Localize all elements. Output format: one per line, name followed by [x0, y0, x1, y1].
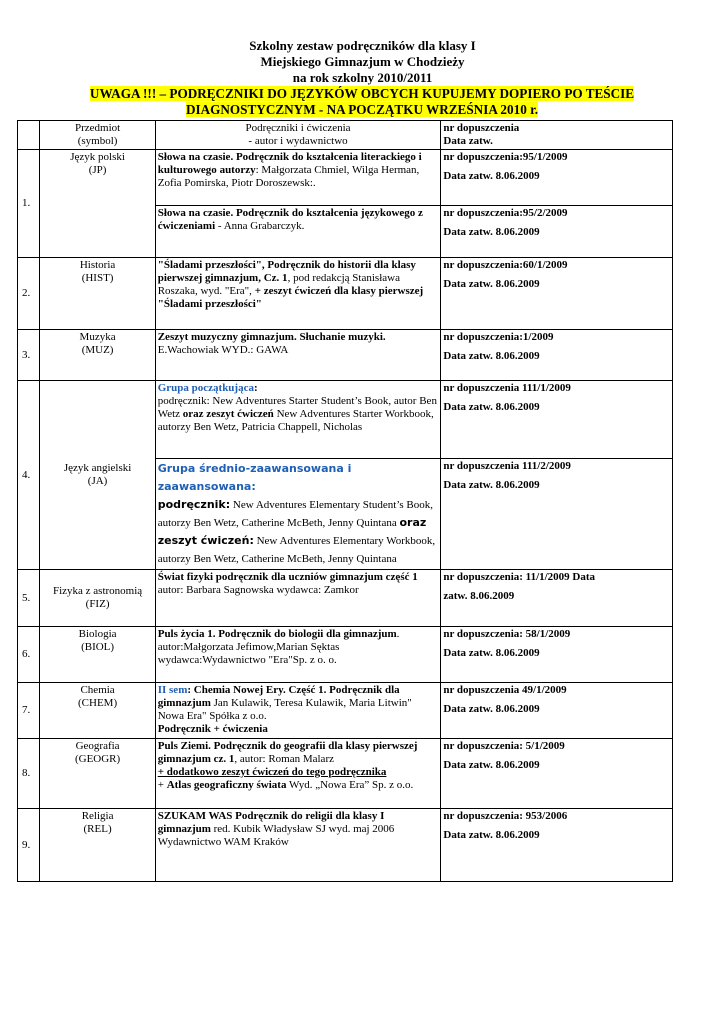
semester-label: II sem: [157, 684, 188, 696]
approval-cell: [441, 258, 673, 330]
subject-name: Religia: [81, 810, 114, 822]
approval-number: nr dopuszczenia: 953/2006: [443, 810, 568, 822]
row-number: 6.: [18, 627, 40, 683]
header-subject-label: Przedmiot: [74, 122, 121, 134]
approval-date: Data zatw. 8.06.2009: [443, 479, 540, 491]
atlas-title: Atlas geograficzny świata: [166, 779, 287, 791]
textbook-table: [17, 120, 673, 882]
subject-cell: [40, 739, 155, 809]
row-number: 8.: [18, 739, 40, 809]
book-extra-plus: +: [157, 779, 167, 791]
subject-name: Biologia: [78, 628, 117, 640]
book-title: SZUKAM WAS Podręcznik do religii dla klasy I gimnazjum: [157, 810, 385, 835]
header-symbol-label: (symbol): [77, 135, 118, 147]
subject-symbol: (HIST): [81, 272, 114, 284]
approval-number: nr dopuszczenia:60/1/2009: [443, 259, 568, 271]
approval-number: nr dopuszczenia 111/2/2009: [443, 460, 571, 472]
subject-symbol: (BIOL): [81, 641, 115, 653]
table-row: [18, 627, 673, 683]
group-label: Grupa średnio-zaawansowana i zaawansowana:: [157, 462, 352, 493]
book-cell: [155, 150, 441, 206]
header-book-label: Podręczniki i ćwiczenia: [245, 122, 351, 134]
row-number: 1.: [18, 150, 40, 258]
atlas-publisher: Wyd. „Nowa Era” Sp. z o.o.: [286, 779, 414, 791]
book-title: : Chemia Nowej Ery. Część 1. Podręcznik dla gimnazjum: [157, 684, 400, 709]
subject-cell: [40, 570, 155, 627]
group-label: Grupa początkująca: [157, 382, 254, 394]
book-authors: red. Kubik Władysław SJ wyd. maj 2006 Wydawnictwo WAM Kraków: [157, 823, 395, 848]
subject-symbol: (CHEM): [78, 697, 118, 709]
approval-cell: [441, 150, 673, 206]
approval-number: nr dopuszczenia:95/1/2009: [443, 151, 568, 163]
subject-symbol: (FIZ): [85, 598, 110, 610]
book-authors: , pod redakcją Stanisława Roszaka, wyd. "Era",: [157, 272, 400, 297]
doc-title-line1: Szkolny zestaw podręczników dla klasy I: [249, 38, 476, 53]
subject-cell: [40, 381, 155, 570]
book-cell: [155, 459, 441, 570]
book-cell: [155, 570, 441, 627]
approval-date: Data zatw. 8.06.2009: [443, 170, 540, 182]
book-cell: Grupa początkująca: podręcznik: New Adventures Starter Student’s Book, autor Ben Wetz oraz zeszyt ćwiczeń New Adventures Starter Workbook, autorzy Ben Wetz, Patricia Chappell, Nicholas: [155, 381, 441, 459]
header-author-label: - autor i wydawnictwo: [248, 135, 348, 147]
book-extra: Podręcznik + ćwiczenia: [157, 723, 268, 735]
approval-cell: [441, 381, 673, 459]
approval-date: Data zatw. 8.06.2009: [443, 401, 540, 413]
row-number: 9.: [18, 809, 40, 882]
subject-symbol: (JP): [88, 164, 107, 176]
book-label: podręcznik:: [157, 498, 231, 511]
subject-name: Muzyka: [79, 331, 116, 343]
book-authors: E.Wachowiak WYD.: GAWA: [157, 344, 289, 356]
book-text: podręcznik: New Adventures Starter Student’s Book, autor Ben Wetz: [157, 395, 437, 420]
header-book-cell: [155, 121, 441, 150]
book-authors: : Małgorzata Chmiel, Wilga Herman, Zofia Pomirska, Piotr Doroszewsk:.: [157, 164, 420, 189]
subject-name: Fizyka z astronomią: [52, 585, 143, 597]
table-row: [18, 381, 673, 459]
header-date-label: Data zatw.: [443, 135, 493, 147]
approval-number: nr dopuszczenia: 11/1/2009 Data: [443, 571, 596, 583]
subject-cell: [40, 809, 155, 882]
book-text: New Adventures Elementary Workbook, autorzy Ben Wetz, Catherine McBeth, Jenny Quintana: [157, 535, 436, 565]
book-authors: . autor:Małgorzata Jefimow,Marian Sęktas wydawca:Wydawnictwo "Era"Sp. z o. o.: [157, 628, 400, 666]
subject-cell: [40, 683, 155, 739]
subject-name: Chemia: [80, 684, 115, 696]
subject-cell: [40, 150, 155, 258]
approval-number: nr dopuszczenia:95/2/2009: [443, 207, 568, 219]
table-header-row: [18, 121, 673, 150]
header-subject-cell: [40, 121, 155, 150]
approval-cell: [441, 206, 673, 258]
book-cell: [155, 206, 441, 258]
book-text: New Adventures Elementary Student’s Book, autorzy Ben Wetz, Catherine McBeth, Jenny Quintana: [157, 499, 434, 529]
approval-date: Data zatw. 8.06.2009: [443, 278, 540, 290]
warning-line1-text: UWAGA !!! – PODRĘCZNIKI DO JĘZYKÓW OBCYCH KUPUJEMY DOPIERO PO TEŚCIE: [89, 86, 635, 101]
table-row: [18, 739, 673, 809]
book-authors: autor: Barbara Sagnowska wydawca: Zamkor: [157, 584, 359, 596]
subject-name: Język angielski: [63, 462, 132, 474]
book-title: "Śladami przeszłości", Podręcznik do historii dla klasy pierwszej gimnazjum, Cz. 1: [157, 259, 416, 284]
warning-line2: [52, 102, 672, 118]
approval-number: nr dopuszczenia:1/2009: [443, 331, 554, 343]
approval-cell: [441, 683, 673, 739]
header-approval-label: nr dopuszczenia: [443, 122, 520, 134]
approval-number: nr dopuszczenia: 58/1/2009: [443, 628, 571, 640]
book-title: Świat fizyki podręcznik dla uczniów gimnazjum część 1: [157, 571, 418, 583]
book-title: Puls życia 1. Podręcznik do biologii dla gimnazjum: [157, 628, 397, 640]
subject-name: Geografia: [75, 740, 120, 752]
approval-date: Data zatw. 8.06.2009: [443, 703, 540, 715]
book-cell: [155, 809, 441, 882]
subject-symbol: (MUZ): [81, 344, 114, 356]
approval-cell: [441, 739, 673, 809]
approval-cell: [441, 809, 673, 882]
row-number: 5.: [18, 570, 40, 627]
subject-symbol: (REL): [83, 823, 112, 835]
book-authors: - Anna Grabarczyk.: [215, 220, 305, 232]
book-extra: oraz zeszyt ćwiczeń:: [157, 516, 427, 547]
doc-title-line2: Miejskiego Gimnazjum w Chodzieży: [260, 54, 465, 69]
row-number: 3.: [18, 330, 40, 381]
table-row: [18, 570, 673, 627]
table-row: [18, 809, 673, 882]
subject-symbol: (JA): [87, 475, 108, 487]
approval-number: nr dopuszczenia 111/1/2009: [443, 382, 571, 394]
book-cell: [155, 683, 441, 739]
book-title: Słowa na czasie. Podręcznik do kształcenia językowego z ćwiczeniami: [157, 207, 423, 232]
table-row: [18, 258, 673, 330]
approval-cell: [441, 627, 673, 683]
book-text: New Adventures Starter Workbook, autorzy Ben Wetz, Patricia Chappell, Nicholas: [157, 408, 434, 433]
doc-title-line3: na rok szkolny 2010/2011: [292, 70, 433, 85]
header-num-cell: [18, 121, 40, 150]
book-extra: + dodatkowo zeszyt ćwiczeń do tego podręcznika: [157, 766, 387, 778]
book-title: Słowa na czasie. Podręcznik do kształcenia literackiego i kulturowego: [157, 151, 422, 176]
subject-cell: [40, 330, 155, 381]
warning-line1: [52, 86, 672, 102]
table-row: [18, 683, 673, 739]
book-cell: [155, 739, 441, 809]
approval-date: Data zatw. 8.06.2009: [443, 226, 540, 238]
book-extra: + zeszyt ćwiczeń dla klasy pierwszej "Śladami przeszłości": [157, 285, 424, 310]
row-number: 7.: [18, 683, 40, 739]
table-row: [18, 150, 673, 206]
approval-date: Data zatw. 8.06.2009: [443, 829, 540, 841]
approval-cell: [441, 570, 673, 627]
subject-name: Język polski: [70, 151, 125, 163]
book-cell: [155, 627, 441, 683]
book-cell: [155, 258, 441, 330]
approval-date: zatw. 8.06.2009: [443, 590, 515, 602]
book-title: Zeszyt muzyczny gimnazjum. Słuchanie muzyki.: [157, 331, 386, 343]
approval-cell: [441, 330, 673, 381]
subject-name: Historia: [79, 259, 116, 271]
book-authors: , autor: Roman Malarz: [234, 753, 334, 765]
book-authors: Jan Kulawik, Teresa Kulawik, Maria Litwin" Nowa Era" Spółka z o.o.: [157, 697, 412, 722]
row-number: 2.: [18, 258, 40, 330]
approval-date: Data zatw. 8.06.2009: [443, 350, 540, 362]
approval-number: nr dopuszczenia 49/1/2009: [443, 684, 567, 696]
book-title: Puls Ziemi. Podręcznik do geografii dla klasy pierwszej gimnazjum cz. 1: [157, 740, 418, 765]
subject-cell: [40, 627, 155, 683]
book-authors-label: autorzy: [219, 164, 256, 176]
row-number: 4.: [18, 381, 40, 570]
approval-number: nr dopuszczenia: 5/1/2009: [443, 740, 565, 752]
book-extra: oraz zeszyt ćwiczeń: [182, 408, 274, 420]
approval-date: Data zatw. 8.06.2009: [443, 759, 540, 771]
approval-cell: [441, 459, 673, 570]
warning-line2-text: DIAGNOSTYCZNYM - NA POCZĄTKU WRZEŚNIA 2010 r.: [185, 102, 539, 117]
subject-symbol: (GEOGR): [74, 753, 121, 765]
approval-date: Data zatw. 8.06.2009: [443, 647, 540, 659]
header-approval-cell: [441, 121, 673, 150]
subject-cell: [40, 258, 155, 330]
table-row: [18, 330, 673, 381]
book-cell: [155, 330, 441, 381]
